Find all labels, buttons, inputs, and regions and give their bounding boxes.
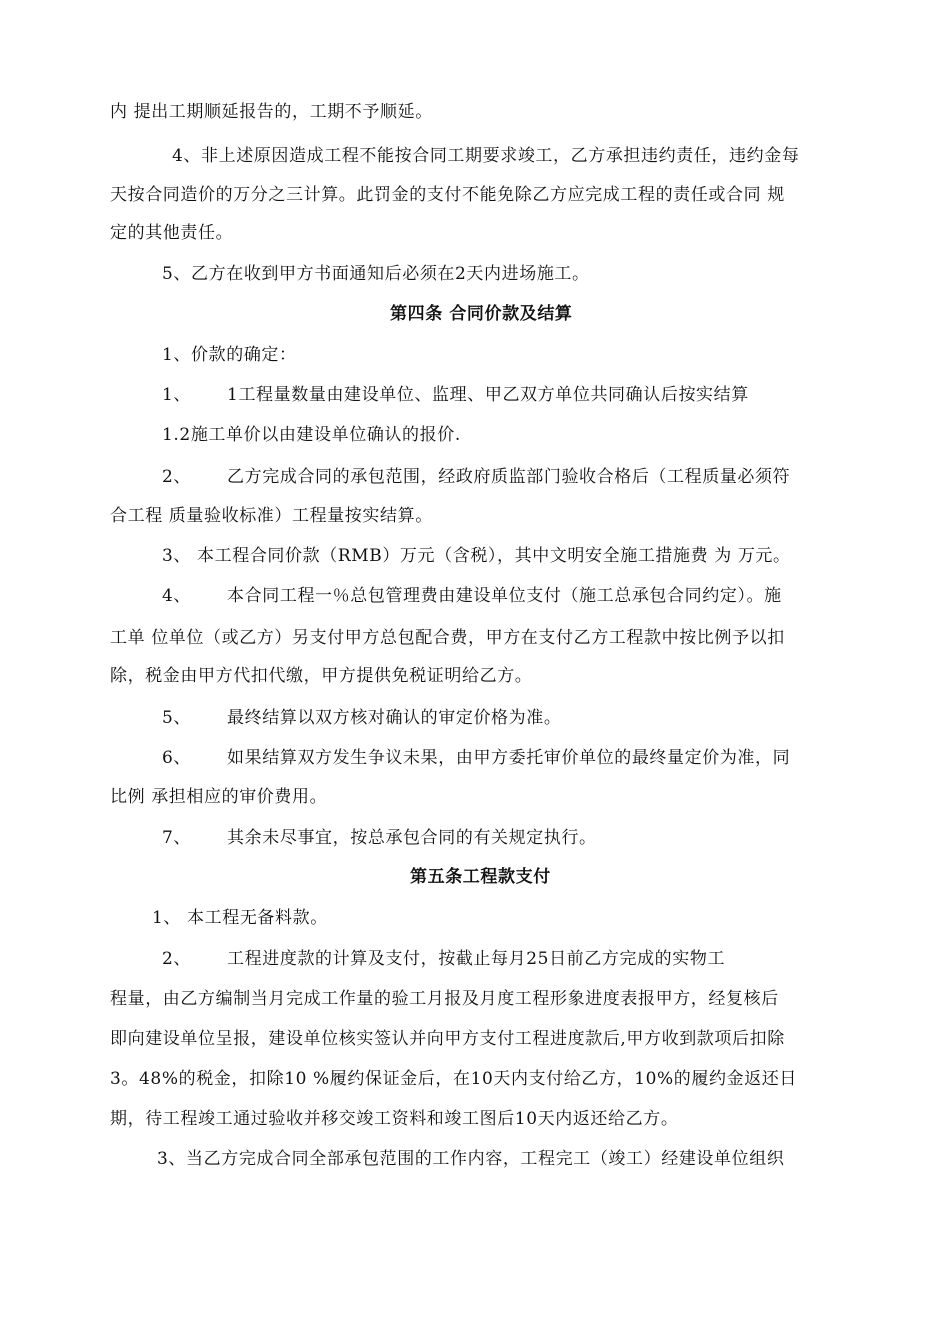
text-line: 2、 乙方完成合同的承包范围，经政府质监部门验收合格后（工程质量必须符 — [162, 467, 791, 487]
text-line: 7、 其余未尽事宜，按总承包合同的有关规定执行。 — [162, 828, 597, 848]
text-line: 程量，由乙方编制当月完成工作量的验工月报及月度工程形象进度表报甲方，经复核后 — [110, 989, 779, 1009]
text-line: 合工程 质量验收标准）工程量按实结算。 — [110, 506, 433, 526]
text-line: 定的其他责任。 — [110, 223, 234, 243]
text-line: 3、当乙方完成合同全部承包范围的工作内容，工程完工（竣工）经建设单位组织 — [157, 1149, 785, 1169]
text-line: 内 提出工期顺延报告的，工期不予顺延。 — [110, 102, 433, 122]
text-line: 6、 如果结算双方发生争议未果，由甲方委托审价单位的最终量定价为准，同 — [162, 748, 791, 768]
text-line: 天按合同造价的万分之三计算。此罚金的支付不能免除乙方应完成工程的责任或合同 规 — [110, 185, 785, 205]
text-line: 1.2施工单价以由建设单位确认的报价. — [162, 425, 461, 445]
text-line: 比例 承担相应的审价费用。 — [110, 787, 328, 807]
text-line: 3、 本工程合同价款（RMB）万元（含税），其中文明安全施工措施费 为 万元。 — [162, 546, 791, 566]
text-line: 1、 1工程量数量由建设单位、监理、甲乙双方单位共同确认后按实结算 — [162, 385, 749, 405]
text-line: 即向建设单位呈报，建设单位核实签认并向甲方支付工程进度款后,甲方收到款项后扣除 — [110, 1029, 785, 1049]
section-heading: 第五条工程款支付 — [410, 867, 551, 887]
section-heading: 第四条 合同价款及结算 — [390, 304, 573, 324]
text-line: 3。48%的税金，扣除10 %履约保证金后，在10天内支付给乙方，10%的履约金返还日 — [110, 1069, 798, 1089]
text-line: 除，税金由甲方代扣代缴，甲方提供免税证明给乙方。 — [110, 666, 533, 686]
text-line: 5、乙方在收到甲方书面通知后必须在2天内进场施工。 — [162, 264, 590, 284]
text-line: 1、价款的确定： — [162, 345, 297, 365]
text-line: 4、非上述原因造成工程不能按合同工期要求竣工，乙方承担违约责任，违约金每 — [172, 146, 800, 166]
text-line: 1、 本工程无备料款。 — [152, 908, 328, 928]
text-line: 4、 本合同工程一％总包管理费由建设单位支付（施工总承包合同约定）。施 — [162, 586, 782, 606]
text-line: 5、 最终结算以双方核对确认的审定价格为准。 — [162, 708, 562, 728]
text-line: 工单 位单位（或乙方）另支付甲方总包配合费，甲方在支付乙方工程款中按比例予以扣 — [110, 628, 785, 648]
text-line: 2、 工程进度款的计算及支付，按截止每月25日前乙方完成的实物工 — [162, 949, 726, 969]
text-line: 期，待工程竣工通过验收并移交竣工资料和竣工图后10天内返还给乙方。 — [110, 1109, 679, 1129]
